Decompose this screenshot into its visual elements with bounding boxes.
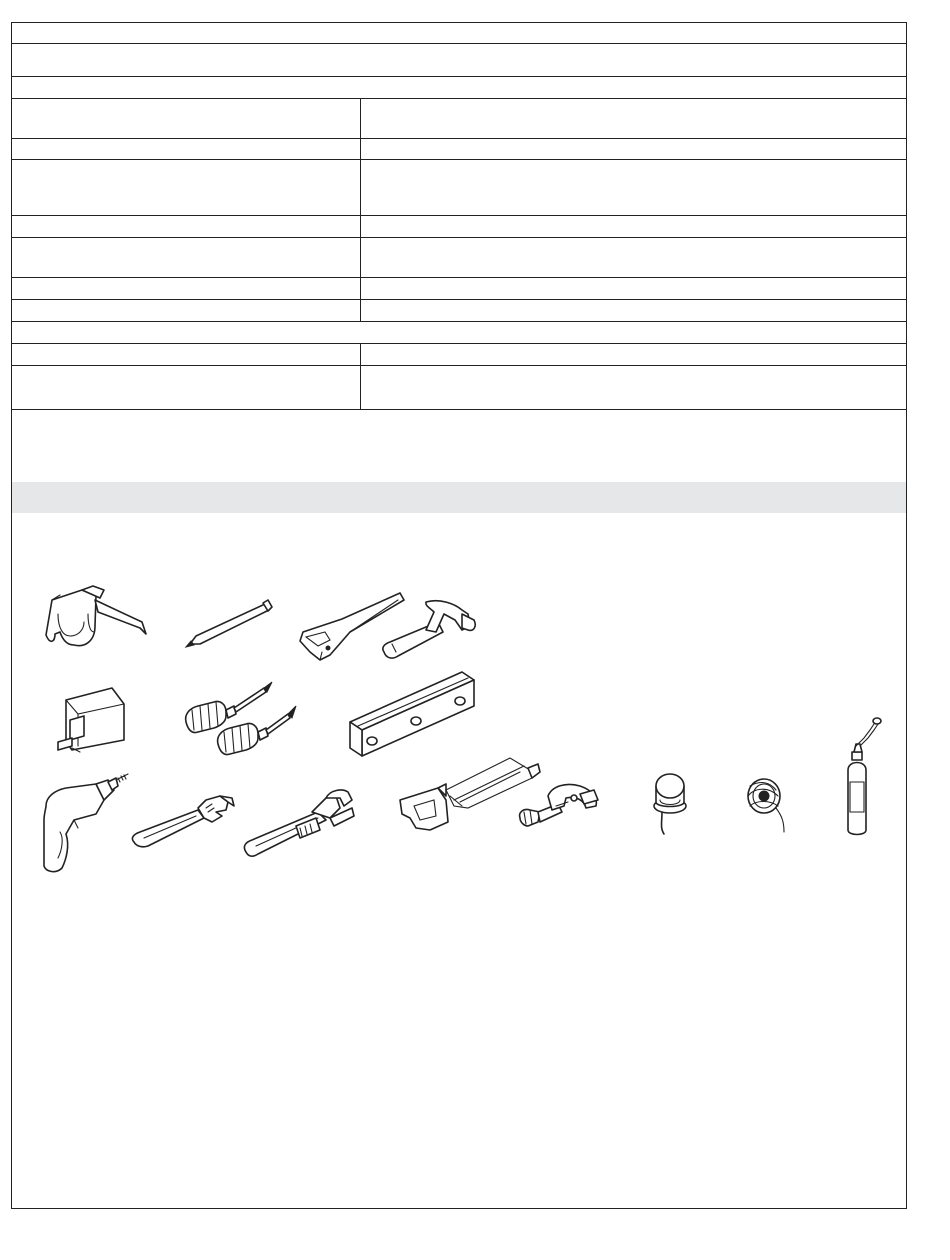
propane-torch-icon	[848, 718, 881, 835]
power-drill-icon	[44, 774, 128, 872]
safety-glasses-icon	[46, 586, 146, 646]
tape-measure-icon	[58, 688, 124, 752]
tubing-cutter-icon	[520, 784, 598, 826]
plumbers-putty-icon	[654, 774, 686, 834]
claw-hammer-icon	[383, 601, 475, 658]
pencil-icon	[186, 600, 272, 647]
adjustable-wrench-icon	[132, 796, 234, 847]
level-icon	[350, 672, 474, 756]
hacksaw-icon	[400, 758, 540, 830]
pipe-wrench-icon	[244, 790, 354, 856]
solder-spool-icon	[748, 779, 784, 832]
screwdrivers-icon	[186, 682, 296, 755]
